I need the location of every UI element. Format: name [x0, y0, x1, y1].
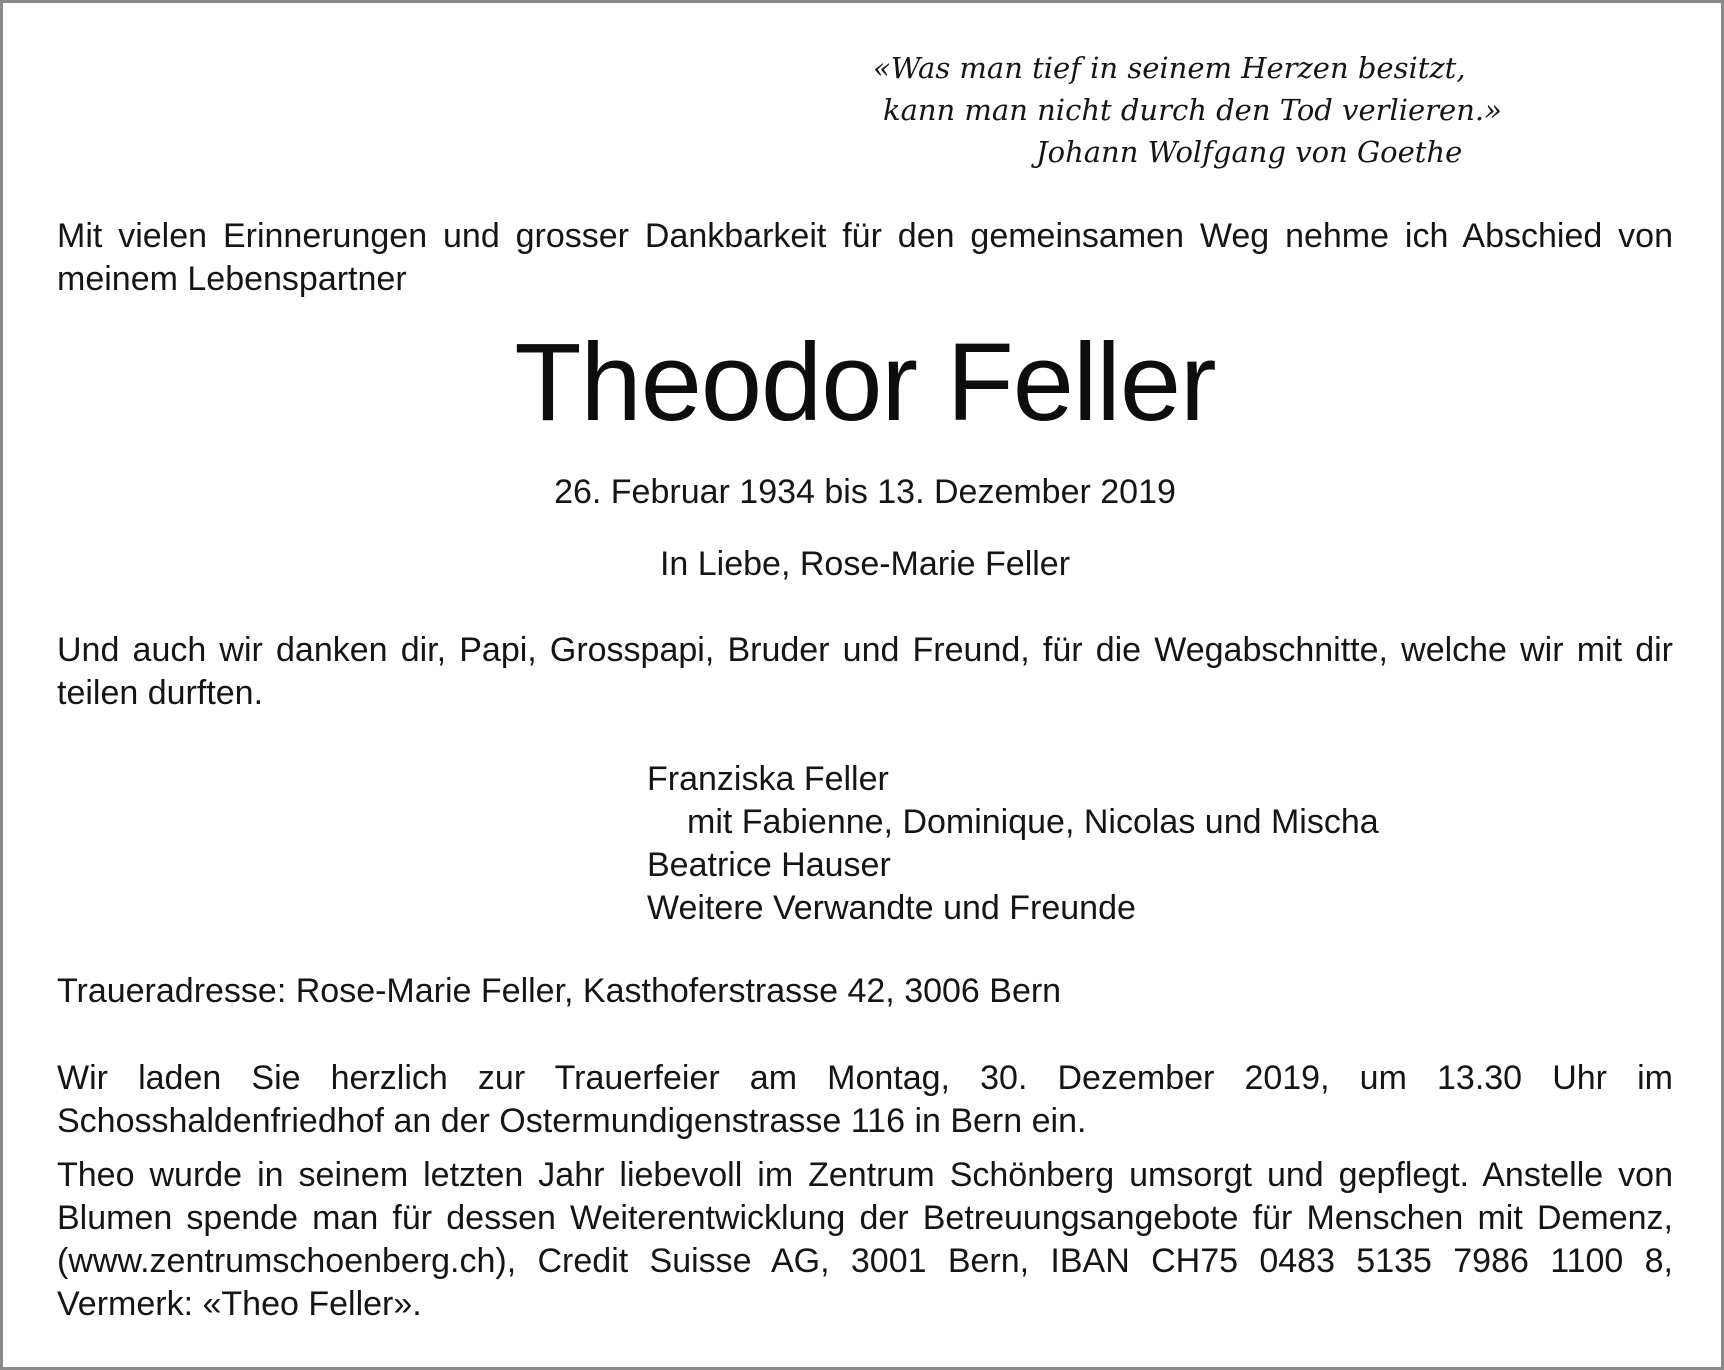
donation-notice: Theo wurde in seinem letzten Jahr liebevoll im Zentrum Schönberg umsorgt und gepflegt. Anstelle von Blumen spende man für dessen Weiterentwicklung der Betreuungsangebote für Menschen mit Demenz, (www.zentrumschoenberg.ch), Credit Suisse AG, 3001 Bern, IBAN CH75 0483 5135 7986 1100 8, Vermerk: «Theo Feller».: [57, 1156, 1673, 1323]
deceased-name: Theodor Feller: [514, 321, 1216, 444]
mourner-item: Beatrice Hauser: [647, 846, 891, 884]
goethe-quote: [873, 47, 1502, 173]
mourner-item: Franziska Feller: [647, 760, 889, 798]
quote-line-2: kann man nicht durch den Tod verlieren.»: [883, 93, 1502, 127]
funeral-invitation: Wir laden Sie herzlich zur Trauerfeier am Montag, 30. Dezember 2019, um 13.30 Uhr im Schosshaldenfriedhof an der Ostermundigenstrasse 116 in Bern ein.: [57, 1059, 1673, 1140]
intro-paragraph: Mit vielen Erinnerungen und grosser Dankbarkeit für den gemeinsamen Weg nehme ich Abschied von meinem Lebenspartner: [57, 217, 1673, 298]
life-dates: 26. Februar 1934 bis 13. Dezember 2019: [554, 473, 1176, 511]
quote-line-1: «Was man tief in seinem Herzen besitzt,: [873, 51, 1466, 85]
mourner-item: mit Fabienne, Dominique, Nicolas und Mischa: [687, 803, 1379, 841]
quote-author: Johann Wolfgang von Goethe: [1036, 135, 1463, 169]
thanks-paragraph: Und auch wir danken dir, Papi, Grosspapi, Bruder und Freund, für die Wegabschnitte, welche wir mit dir teilen durften.: [57, 631, 1673, 712]
mourner-item: Weitere Verwandte und Freunde: [647, 889, 1136, 927]
mourning-address: Traueradresse: Rose-Marie Feller, Kasthoferstrasse 42, 3006 Bern: [57, 972, 1062, 1010]
mourners-list: [647, 758, 1547, 930]
partner-signature: In Liebe, Rose-Marie Feller: [659, 545, 1071, 583]
